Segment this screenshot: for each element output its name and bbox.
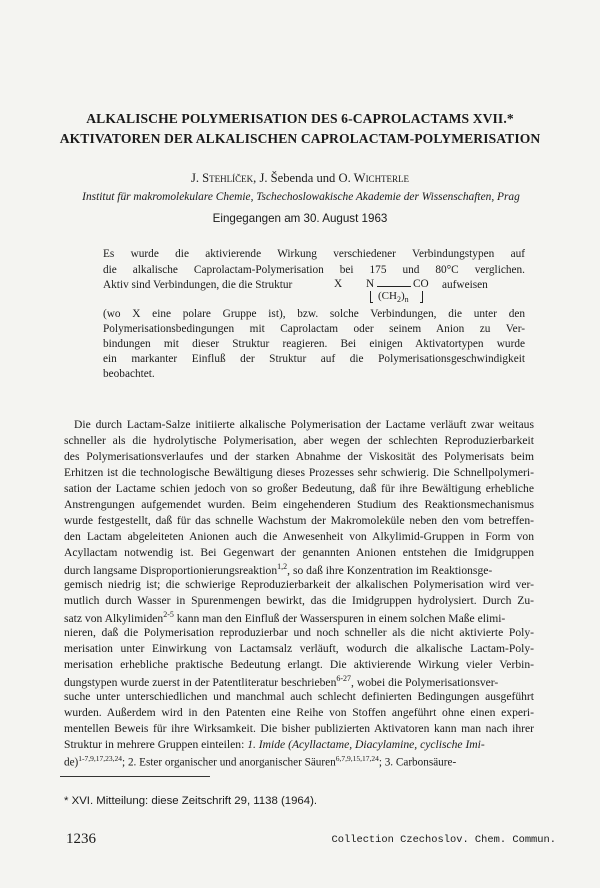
institute: Institut für makromolekulare Chemie, Tschechoslowakische Akademie der Wissenschaften, Prag [82, 191, 520, 203]
body-line-19: wurden. Außerdem wird in den Patenten eine Reihe von Stoffen angeführt ohne einen experi- [64, 706, 534, 719]
body-line-11: gemisch niedrig ist; die schwierige Reproduzierbarkeit der alkalischen Polymerisation wird ver- [64, 578, 534, 591]
abstract-line-3: Aktiv sind Verbindungen, die die Struktur [103, 279, 293, 291]
footnote: * XVI. Mitteilung: diese Zeitschrift 29, 1138 (1964). [64, 795, 318, 807]
journal-name: Collection Czechoslov. Chem. Commun. [331, 834, 556, 846]
abstract-line-7: ein markanter Einfluß der Struktur auf die Polymerisationsgeschwindigkeit [103, 353, 525, 365]
body-line-7: wurde festgestellt, daß für das schnelle Wachstum der Makromoleküle neben den vom betreffen- [64, 514, 534, 527]
title-line-1: ALKALISCHE POLYMERISATION DES 6-CAPROLACTAMS XVII.* [86, 111, 514, 126]
paper-page: ALKALISCHE POLYMERISATION DES 6-CAPROLACTAMS XVII.* AKTIVATOREN DER ALKALISCHEN CAPROLACTAM-POLYMERISATION J. Stehlíček, J. Šebenda und O. Wichterle Institut für makromolekulare Chemie, Tschechoslowakische Akademie der Wissenschaften, Prag Eingegangen am 30. August 1963 Es wurde die aktivierende Wirkung verschiedener Verbindungstypen auf die alkalische Caprolactam-Polymerisation bei 175 und 80°C verglichen. Aktiv sind Verbindungen, die die Struktur X N CO $(CH_2)_n$ aufweisen (wo X eine polare Gruppe ist), bzw. solche Verbindungen, die unter den Polymerisationsbedingungen mit Caprolactam oder seinem Anion zu Ver- bindungen mit dieser Struktur reagieren. Bei einigen Aktivatortypen wurde ein markanter Einfluß der Struktur auf die Polymerisationsgeschwindigkeit beobachtet. Die durch Lactam-Salze initiierte alkalische Polymerisation der Lactame verläuft zwar weitaus schneller als die hydrolytische Polymerisation, aber wegen der schlechten Reproduzierbarkeit des Polymerisationsverlaufes und der starken Abnahme der Viskosität des Polymerisats beim Erhitzen ist die technologische Bewältigung dieses Prozesses sehr schwierig. Die Schnellpolymeri- sation der Lactame schien jedoch von so großer Bedeutung, daß für ihre Bewältigung erhebliche Anstrengungen aufgemendet wurden. Beim eingehenderen Studium des Reaktionsmechanismus wurde festgestellt, daß für das schnelle Wachstum der Makromoleküle neben den vom betreffen- den Lactam abgeleiteten Anionen auch die Anwesenheit von Alkylimid-Gruppen in Form von Acyllactam notwendig ist. Bei Gegenwart der genannten Anionen entstehen die Imidgruppen durch langsame Disproportionierungsreaktion$^{1,2}$, so daß ihre Konzentration im Reaktionsge- gemisch niedrig ist; die schwierige Reproduzierbarkeit der alkalischen Polymerisation wird ver- mutlich durch Wasser in Spurenmengen bewirkt, das die Imidgruppen hydrolysiert. Durch Zu- satz von Alkylimiden$^{2-5}$ kann man den Einfluß der Wasserspuren in einem solchen Maße elimi- nieren, daß die Polymerisation reproduzierbar und noch schneller als die nicht aktivierte Poly- merisation unter Einwirkung von Lactamsalz verläuft, wodurch die alkalische Lactam-Poly- merisation erhebliche praktische Bedeutung erlangt. Die aktivierende Wirkung vieler Verbin- dungstypen wurde zuerst in der Patentliteratur beschrieben$^{6-27}$, wobei die Polymerisationsver- suche unter unterschiedlichen und manchmal auch schlecht definierten Bedingungen ausgeführt wurden. Außerdem wird in den Patenten eine Reihe von Stoffen angeführt ohne einen experi- mentellen Beweis für ihre Wirksamkeit. Die bisher publizierten Aktivatoren kann man nach ihrer Struktur in mehrere Gruppen einteilen: 1. Imide (Acyllactame, Diacylamine, cyclische Imi- de)$^{1-7,9,17,23,24}$; 2. Ester organischer und anorganischer Säuren$^{6,7,9,15,17,24}$; 3. Carbonsäure- * XVI. Mitteilung: diese Zeitschrift 29, 1138 (1964). 1236 Collection Czechoslov. Chem. Commun. [0, 0, 600, 888]
body-line-6: Anstrengungen aufgemendet wurden. Beim eingehenderen Studium des Reaktionsmechanismus [64, 498, 534, 511]
abstract-line-8: beobachtet. [103, 368, 155, 380]
body-line-21: Struktur in mehrere Gruppen einteilen: 1. Imide (Acyllactame, Diacylamine, cyclische Imi- [64, 738, 485, 751]
page-number: 1236 [66, 831, 96, 847]
structure-suffix: aufweisen [442, 279, 488, 291]
body-line-3: des Polymerisationsverlaufes und der starken Abnahme der Viskosität des Polymerisats beim [64, 450, 534, 463]
authors: J. Stehlíček, J. Šebenda und O. Wichterle [190, 171, 410, 185]
body-line-12: mutlich durch Wasser in Spurenmengen bewirkt, das die Imidgruppen hydrolysiert. Durch Zu- [64, 594, 534, 607]
abstract-line-6: bindungen mit dieser Struktur reagieren. Bei einigen Aktivatortypen wurde [103, 338, 525, 350]
body-line-8: den Lactam abgeleiteten Anionen auch die Anwesenheit von Alkylimid-Gruppen in Form von [64, 530, 534, 543]
body-line-17: dungstypen wurde zuerst in der Patentliteratur beschrieben$^{6-27}$, wobei die Polymerisationsver- [64, 674, 499, 689]
received-date: Eingegangen am 30. August 1963 [212, 212, 388, 225]
body-line-10: durch langsame Disproportionierungsreaktion$^{1,2}$, so daß ihre Konzentration im Reaktionsge- [64, 562, 493, 577]
body-line-13: satz von Alkylimiden$^{2-5}$ kann man den Einfluß der Wasserspuren in einem solchen Maße elimi- [64, 610, 506, 625]
body-line-15: merisation unter Einwirkung von Lactamsalz verläuft, wodurch die alkalische Lactam-Poly- [64, 642, 534, 655]
body-line-20: mentellen Beweis für ihre Wirksamkeit. Die bisher publizierten Aktivatoren kann man nach ihrer [64, 722, 534, 735]
abstract-line-5: Polymerisationsbedingungen mit Caprolactam oder seinem Anion zu Ver- [103, 323, 525, 335]
body-line-5: sation der Lactame schien jedoch von so großer Bedeutung, daß für ihre Bewältigung erhebliche [64, 482, 534, 495]
body-line-9: Acyllactam notwendig ist. Bei Gegenwart der genannten Anionen entstehen die Imidgruppen [64, 546, 534, 559]
abstract-line-4: (wo X eine polare Gruppe ist), bzw. solche Verbindungen, die unter den [103, 308, 525, 320]
footnote-rule [60, 776, 210, 777]
body-line-22: de)$^{1-7,9,17,23,24}$; 2. Ester organischer und anorganischer Säuren$^{6,7,9,15,17,24}$; 3. Carbonsäure- [64, 754, 457, 769]
body-line-16: merisation erhebliche praktische Bedeutung erlangt. Die aktivierende Wirkung vieler Verbin- [64, 658, 534, 671]
body-line-4: Erhitzen ist die technologische Bewältigung dieses Prozesses sehr schwierig. Die Schnellpolymeri- [64, 466, 534, 479]
body-line-1: Die durch Lactam-Salze initiierte alkalische Polymerisation der Lactame verläuft zwar weitaus [74, 418, 534, 431]
title-line-2: AKTIVATOREN DER ALKALISCHEN CAPROLACTAM-POLYMERISATION [59, 131, 541, 146]
abstract-line-1: Es wurde die aktivierende Wirkung verschiedener Verbindungstypen auf [103, 248, 525, 260]
abstract-line-2: die alkalische Caprolactam-Polymerisation bei 175 und 80°C verglichen. [103, 264, 525, 276]
body-line-2: schneller als die hydrolytische Polymerisation, aber wegen der schlechten Reproduzierbarkeit [64, 434, 534, 447]
body-line-14: nieren, daß die Polymerisation reproduzierbar und noch schneller als die nicht aktivierte Poly- [64, 626, 534, 639]
body-line-18: suche unter unterschiedlichen und manchmal auch schlecht definierten Bedingungen ausgeführt [64, 690, 534, 703]
